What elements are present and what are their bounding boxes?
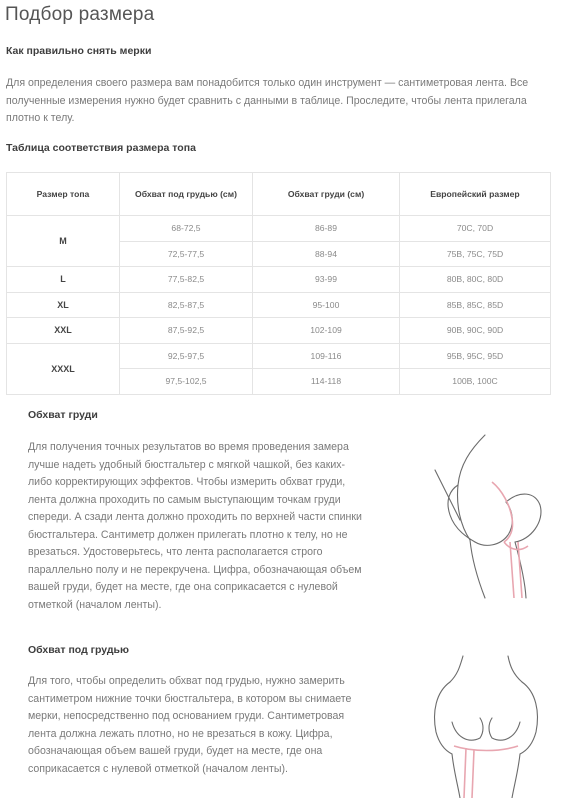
howto-line: полученные измерения нужно будет сравнить с данными в таблице. Проследите, чтобы лента прилегала bbox=[6, 94, 527, 107]
size-cell: L bbox=[7, 267, 120, 293]
underbust-heading: Обхват под грудью bbox=[28, 644, 129, 656]
underbust-cell: 92,5-97,5 bbox=[120, 343, 253, 369]
table-row bbox=[7, 216, 551, 242]
eu-size-cell: 80B, 80C, 80D bbox=[400, 267, 551, 293]
underbust-line: мерки, непосредственно под основанием груди. Сантиметровая bbox=[28, 710, 345, 722]
col-header-bust: Обхват груди (см) bbox=[253, 173, 400, 216]
bust-text bbox=[28, 439, 408, 614]
bust-cell: 93-99 bbox=[253, 267, 400, 293]
eu-size-cell: 90B, 90C, 90D bbox=[400, 318, 551, 344]
bust-line: бюстгальтера. Сантиметр должен прилегать плотно к телу, но не bbox=[28, 528, 348, 541]
bust-line: отметкой (началом ленты). bbox=[28, 598, 162, 611]
howto-line: Для определения своего размера вам понадобится только один инструмент — сантиметровая лента. Все bbox=[6, 77, 529, 89]
col-header-size: Размер топа bbox=[7, 173, 120, 216]
table-row bbox=[7, 318, 551, 344]
table-row bbox=[7, 292, 551, 318]
size-cell: XL bbox=[7, 292, 120, 318]
col-header-underbust: Обхват под грудью (см) bbox=[120, 173, 253, 216]
bust-line: лучше надеть удобный бюстгальтер с мягкой чашкой, без каких- bbox=[28, 458, 346, 471]
howto-text bbox=[6, 75, 561, 128]
underbust-line: обозначающая объем вашей груди, будет на месте, где она bbox=[28, 745, 323, 757]
underbust-cell: 87,5-92,5 bbox=[120, 318, 253, 344]
underbust-line: соприкасается с нулевой отметкой (началом ленты). bbox=[28, 762, 288, 775]
bust-cell: 95-100 bbox=[253, 292, 400, 318]
underbust-line: сантиметром нижние точки бюстгальтера, в котором вы снимаете bbox=[28, 692, 352, 705]
underbust-line: лента должна лежать плотно, но не врезаться в кожу. Цифра, bbox=[28, 727, 333, 740]
howto-line: плотно к телу. bbox=[6, 112, 75, 124]
table-row bbox=[7, 343, 551, 369]
table-row bbox=[7, 267, 551, 293]
col-header-eu-size: Европейский размер bbox=[400, 173, 551, 216]
underbust-measure-illustration bbox=[418, 652, 558, 798]
bust-measure-illustration bbox=[430, 430, 550, 600]
bust-heading: Обхват груди bbox=[28, 409, 98, 421]
eu-size-cell: 100B, 100C bbox=[400, 369, 551, 395]
bust-cell: 114-118 bbox=[253, 369, 400, 395]
bust-cell: 102-109 bbox=[253, 318, 400, 344]
bust-line: либо корректирующих эффектов. Чтобы измерить обхват груди, bbox=[28, 476, 346, 488]
underbust-cell: 97,5-102,5 bbox=[120, 369, 253, 395]
underbust-cell: 77,5-82,5 bbox=[120, 267, 253, 293]
underbust-cell: 72,5-77,5 bbox=[120, 241, 253, 267]
bust-line: Для получения точных результатов во время проведения замера bbox=[28, 441, 349, 453]
page-title: Подбор размера bbox=[5, 4, 155, 25]
size-cell: M bbox=[7, 216, 120, 267]
bust-cell: 88-94 bbox=[253, 241, 400, 267]
bust-line: спереди. А сзади лента должно проходить по верхней части спинки bbox=[28, 511, 362, 523]
table-header-row bbox=[7, 173, 551, 216]
underbust-cell: 82,5-87,5 bbox=[120, 292, 253, 318]
eu-size-cell: 85B, 85C, 85D bbox=[400, 292, 551, 318]
size-cell: XXXL bbox=[7, 343, 120, 394]
underbust-text bbox=[28, 673, 408, 778]
bust-line: вашей груди, будет на месте, где она соприкасается с нулевой bbox=[28, 581, 338, 593]
size-cell: XXL bbox=[7, 318, 120, 344]
eu-size-cell: 70C, 70D bbox=[400, 216, 551, 242]
eu-size-cell: 95B, 95C, 95D bbox=[400, 343, 551, 369]
bust-line: лента должна проходить по самым выступающим точкам груди bbox=[28, 493, 341, 506]
bust-cell: 86-89 bbox=[253, 216, 400, 242]
howto-heading: Как правильно снять мерки bbox=[6, 45, 152, 57]
bust-cell: 109-116 bbox=[253, 343, 400, 369]
bust-line: параллельно полу и не перекручена. Цифра, обозначающая объем bbox=[28, 563, 362, 576]
size-table bbox=[6, 172, 551, 395]
table-heading: Таблица соответствия размера топа bbox=[6, 142, 196, 154]
underbust-cell: 68-72,5 bbox=[120, 216, 253, 242]
eu-size-cell: 75B, 75C, 75D bbox=[400, 241, 551, 267]
bust-line: врезаться. Удостоверьтесь, что лента располагается строго bbox=[28, 546, 323, 558]
underbust-line: Для того, чтобы определить обхват под грудью, нужно замерить bbox=[28, 675, 345, 687]
